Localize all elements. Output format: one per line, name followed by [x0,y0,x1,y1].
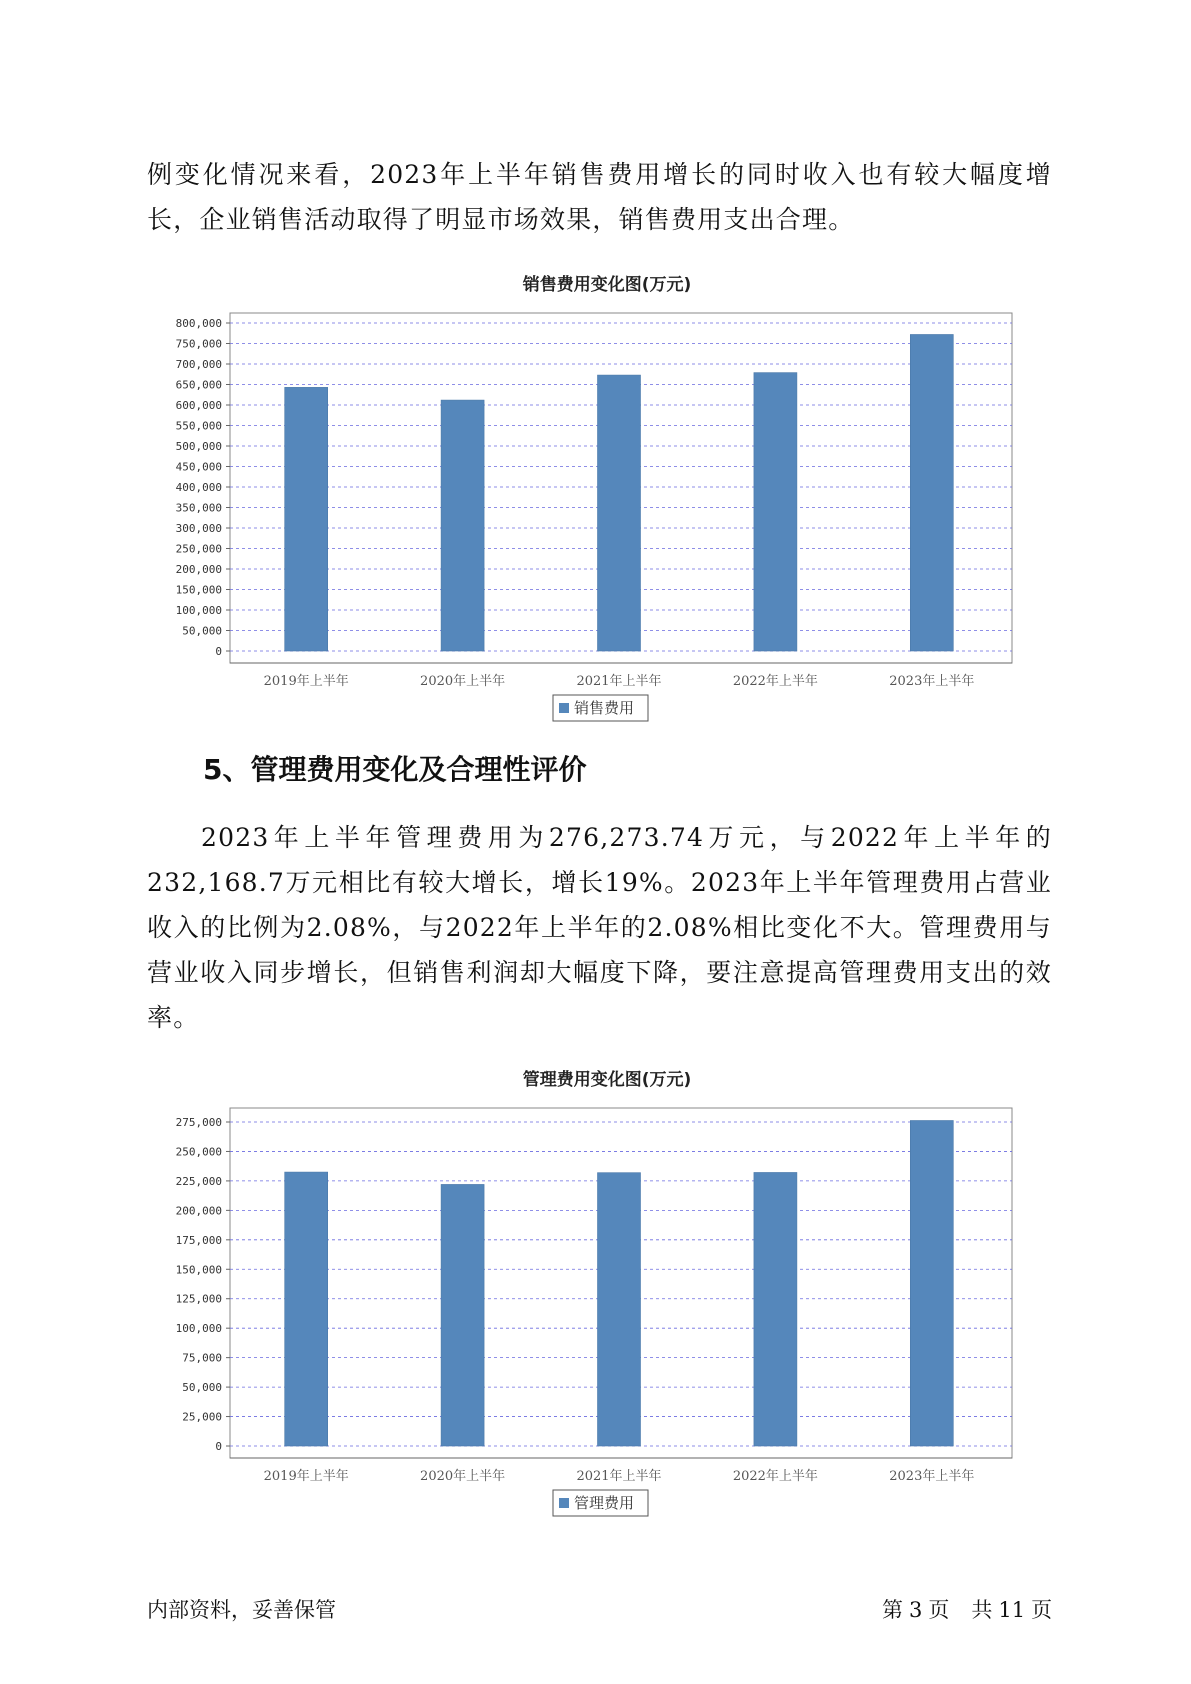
x-tick-label: 2023年上半年 [889,1469,975,1484]
y-tick-label: 25,000 [182,1410,222,1424]
bar-1 [285,1172,328,1446]
y-tick-label: 150,000 [175,583,222,597]
page-suffix: 页 [928,1598,950,1622]
page-number: 3 [909,1598,923,1622]
y-tick-label: 650,000 [175,378,222,392]
x-tick-label: 2023年上半年 [889,674,975,689]
footer-confidential-note: 内部资料，妥善保管 [147,1598,336,1622]
y-tick-label: 200,000 [175,563,222,576]
bar-5 [910,1120,953,1446]
sales-expense-chart [0,265,1191,725]
legend-label: 销售费用 [574,699,635,717]
paragraph-admin-summary: 2023年上半年管理费用为276,273.74万元，与2022年上半年的232,168.7万元相比有较大增长，增长19%。2023年上半年管理费用占营业收入的比例为2.08%，与2022年上半年的2.08%相比变化不大。管理费用与营业收入同步增长，但销售利润却大幅度下降，要注意提高管理费用支出的效率。 [147,823,1052,1032]
admin-expense-chart [0,1060,1191,1520]
y-tick-label: 0 [215,645,222,658]
y-tick-label: 800,000 [175,317,222,330]
chart-title: 销售费用变化图(万元) [522,275,692,295]
y-tick-label: 700,000 [175,358,222,371]
y-tick-label: 50,000 [182,624,222,638]
y-tick-label: 50,000 [182,1381,222,1395]
bar-4 [754,1172,797,1446]
bar-4 [754,373,797,651]
y-tick-label: 100,000 [175,1322,222,1336]
y-tick-label: 150,000 [175,1263,222,1277]
legend-swatch [559,1498,569,1508]
x-tick-label: 2019年上半年 [263,1469,349,1484]
legend-swatch [559,703,569,713]
total-prefix: 共 [971,1598,993,1622]
total-number: 11 [998,1598,1026,1622]
legend-label: 管理费用 [574,1494,635,1512]
total-suffix: 页 [1031,1598,1053,1622]
x-tick-label: 2020年上半年 [420,674,506,689]
y-tick-label: 0 [215,1440,222,1453]
x-tick-label: 2022年上半年 [732,1469,818,1484]
bar-3 [598,1173,641,1446]
y-tick-label: 250,000 [175,542,222,556]
x-tick-label: 2020年上半年 [420,1469,506,1484]
bar-2 [441,1184,484,1446]
y-tick-label: 225,000 [175,1174,222,1188]
y-tick-label: 275,000 [175,1116,222,1129]
x-tick-label: 2022年上半年 [732,674,818,689]
y-tick-label: 600,000 [175,399,222,412]
y-tick-label: 200,000 [175,1204,222,1218]
chart-title: 管理费用变化图(万元) [522,1070,692,1090]
x-tick-label: 2021年上半年 [576,674,662,689]
x-tick-label: 2021年上半年 [576,1469,662,1484]
y-tick-label: 450,000 [175,460,222,474]
paragraph-sales-summary: 例变化情况来看，2023年上半年销售费用增长的同时收入也有较大幅度增长，企业销售活动取得了明显市场效果，销售费用支出合理。 [147,160,1052,234]
y-tick-label: 75,000 [182,1351,222,1365]
y-tick-label: 500,000 [175,440,222,453]
y-tick-label: 750,000 [175,337,222,351]
y-tick-label: 250,000 [175,1145,222,1159]
chart-svg-1 [0,1060,1191,1520]
y-tick-label: 550,000 [175,419,222,433]
x-tick-label: 2019年上半年 [263,674,349,689]
chart-svg-0 [0,265,1191,725]
page-prefix: 第 [882,1598,903,1622]
y-tick-label: 175,000 [175,1233,222,1247]
y-tick-label: 300,000 [175,522,222,535]
y-tick-label: 100,000 [175,604,222,617]
footer-page-info [882,1594,1058,1624]
bar-2 [441,400,484,651]
bar-3 [598,375,641,651]
y-tick-label: 350,000 [175,501,222,515]
bar-5 [910,334,953,651]
y-tick-label: 125,000 [175,1292,222,1306]
bar-1 [285,387,328,651]
section-heading: 5、管理费用变化及合理性评价 [203,753,587,786]
y-tick-label: 400,000 [175,481,222,494]
